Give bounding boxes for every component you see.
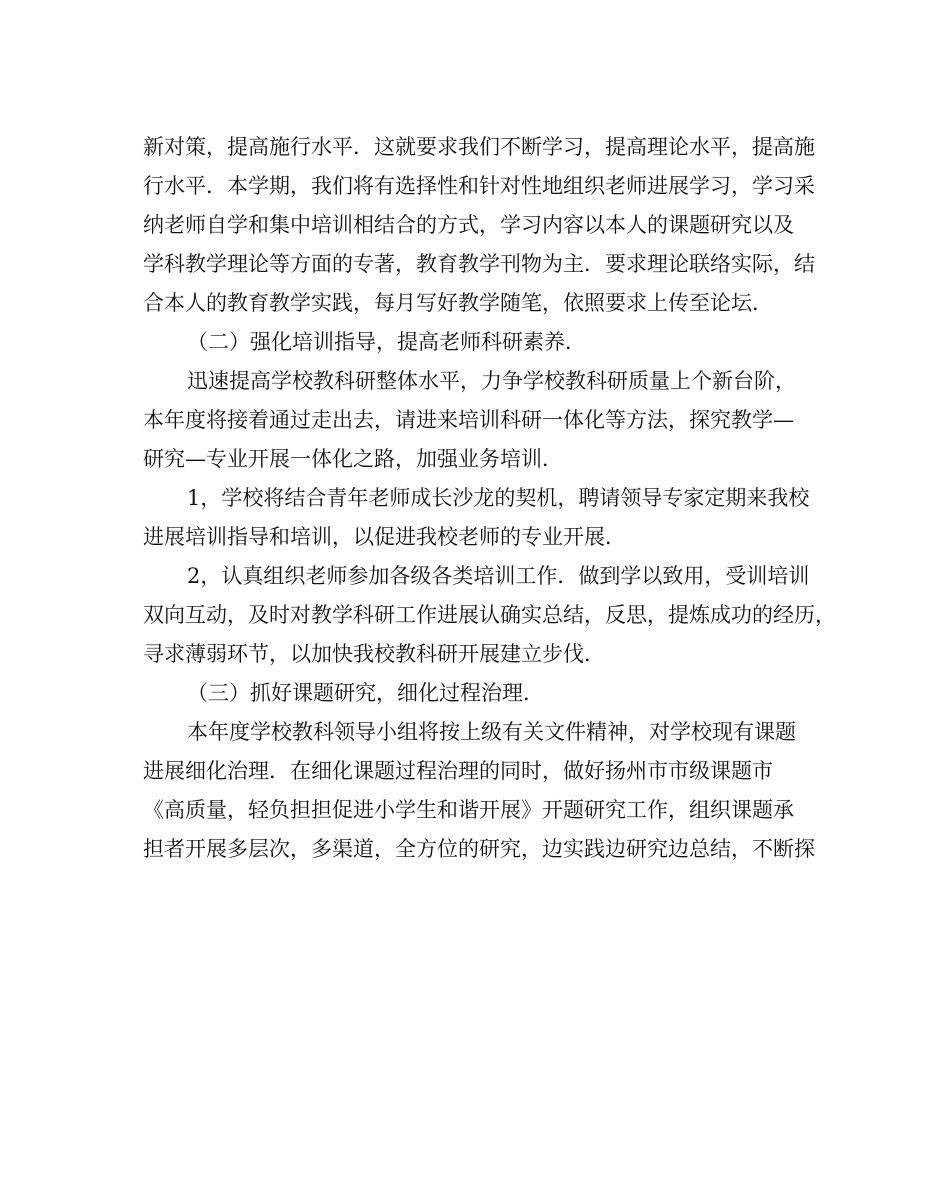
paragraph-line: 行水平．本学期，我们将有选择性和针对性地组织老师进展学习，学习采 [143,174,815,198]
paragraph-line: 进展培训指导和培训，以促进我校老师的专业开展． [143,525,626,549]
paragraph-line: 本年度学校教科领导小组将按上级有关文件精神，对学校现有课题 [187,720,796,744]
paragraph-line: 迅速提高学校教科研整体水平，力争学校教科研质量上个新台阶， [187,369,796,393]
paragraph-line: 双向互动，及时对教学科研工作进展认确实总结，反思，提炼成功的经历， [143,603,836,627]
paragraph-line: 1，学校将结合青年老师成长沙龙的契机，聘请领导专家定期来我校 [187,486,810,510]
paragraph-line: （二）强化培训指导，提高老师科研素养． [187,330,586,354]
paragraph-line: 纳老师自学和集中培训相结合的方式，学习内容以本人的课题研究以及 [143,213,794,237]
paragraph-line: 2，认真组织老师参加各级各类培训工作．做到学以致用，受训培训 [187,564,810,588]
document-body [143,128,836,869]
paragraph-line: （三）抓好课题研究，细化过程治理． [187,681,544,705]
paragraph-line: 《高质量，轻负担担促进小学生和谐开展》开题研究工作，组织课题承 [143,798,794,822]
paragraph-line: 学科教学理论等方面的专著，教育教学刊物为主．要求理论联络实际，结 [143,252,815,276]
paragraph-line: 新对策，提高施行水平．这就要求我们不断学习，提高理论水平，提高施 [143,135,815,159]
paragraph-line: 研究—专业开展一体化之路，加强业务培训． [143,447,563,471]
paragraph-line: 进展细化治理．在细化课题过程治理的同时，做好扬州市市级课题市 [143,759,773,783]
paragraph-line: 担者开展多层次，多渠道，全方位的研究，边实践边研究边总结，不断探 [143,837,815,861]
paragraph-line: 合本人的教育教学实践，每月写好教学随笔，依照要求上传至论坛． [143,291,773,315]
paragraph-line: 寻求薄弱环节，以加快我校教科研开展建立步伐． [143,642,605,666]
paragraph-line: 本年度将接着通过走出去，请进来培训科研一体化等方法，探究教学— [143,408,794,432]
